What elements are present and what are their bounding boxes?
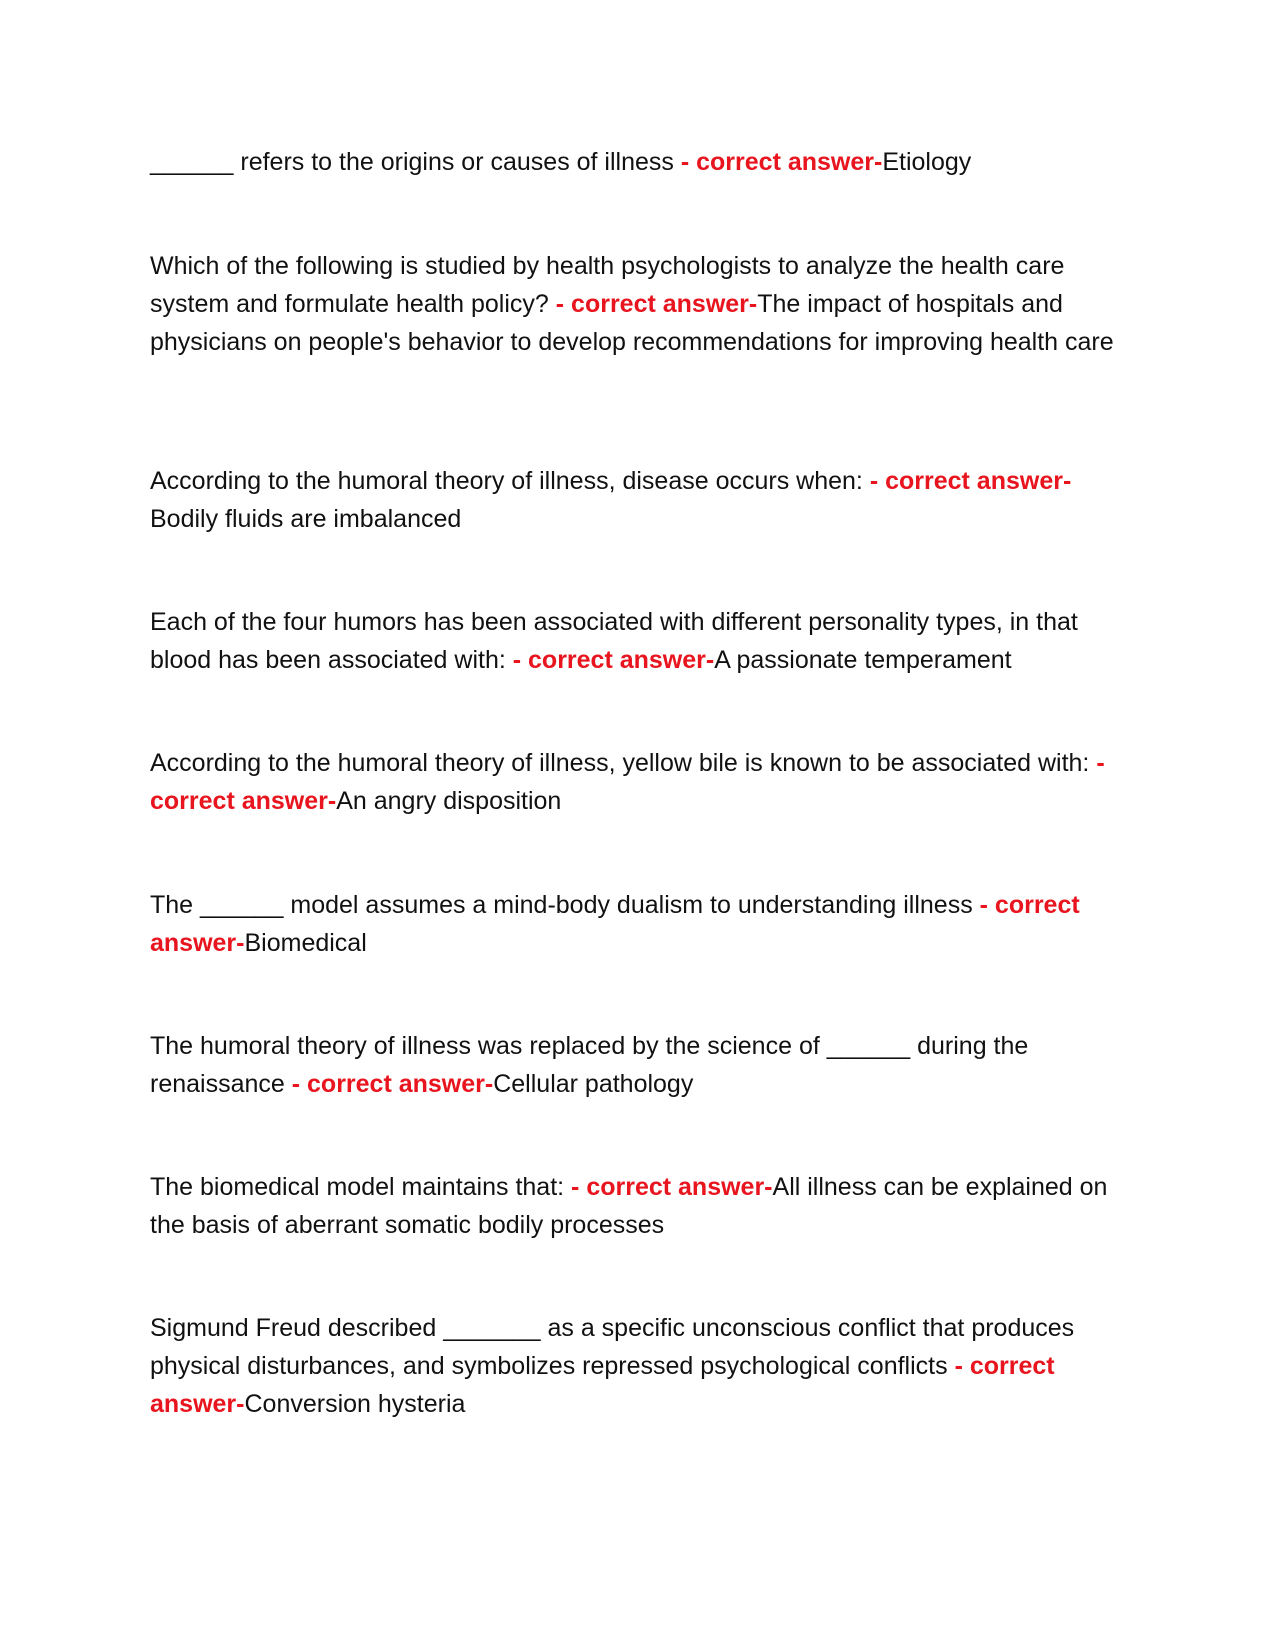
question-text: Each of the four humors has been associated with different personality types, in that blood has been associated with: xyxy=(150,608,1078,674)
question-text: According to the humoral theory of illness, disease occurs when: xyxy=(150,467,870,495)
qa-item-8 xyxy=(150,1168,1125,1244)
answer-text: Biomedical xyxy=(244,929,367,957)
answer-text: Bodily fluids are imbalanced xyxy=(150,505,462,533)
answer-text: Conversion hysteria xyxy=(244,1390,466,1418)
answer-text: A passionate temperament xyxy=(714,646,1012,674)
question-text: Which of the following is studied by health psychologists to analyze the health care system and formulate health policy? xyxy=(150,252,1065,318)
correct-answer-marker: - correct answer- xyxy=(869,467,1072,495)
qa-item-1 xyxy=(150,143,1125,181)
correct-answer-marker: - correct answer- xyxy=(571,1173,773,1201)
answer-text: All illness can be explained on the basis of aberrant somatic bodily processes xyxy=(150,1173,1108,1239)
question-text: The biomedical model maintains that: xyxy=(150,1173,572,1201)
correct-answer-marker: - correct answer- xyxy=(680,148,883,176)
qa-item-3 xyxy=(150,462,1125,538)
correct-answer-marker: - correct answer- xyxy=(555,290,758,318)
correct-answer-marker: - correct answer- xyxy=(150,1352,1055,1418)
qa-item-2 xyxy=(150,247,1125,361)
question-text: ______ refers to the origins or causes of illness xyxy=(150,148,681,176)
qa-item-4 xyxy=(150,603,1125,679)
correct-answer-marker: - correct answer- xyxy=(512,646,715,674)
answer-text: Etiology xyxy=(882,148,972,176)
qa-item-9 xyxy=(150,1309,1125,1423)
question-text: The humoral theory of illness was replaced by the science of ______ during the renaissance xyxy=(150,1032,1029,1098)
qa-item-5 xyxy=(150,744,1125,820)
answer-text: An angry disposition xyxy=(336,787,562,815)
answer-text: The impact of hospitals and physicians on people's behavior to develop recommendations for improving health care xyxy=(150,290,1114,356)
correct-answer-marker: - correct answer- xyxy=(150,891,1080,957)
correct-answer-marker: - correct answer- xyxy=(291,1070,494,1098)
question-text: The ______ model assumes a mind-body dualism to understanding illness xyxy=(150,891,980,919)
qa-item-7 xyxy=(150,1027,1125,1103)
answer-text: Cellular pathology xyxy=(493,1070,694,1098)
question-text: According to the humoral theory of illness, yellow bile is known to be associated with: xyxy=(150,749,1097,777)
qa-item-6 xyxy=(150,886,1125,962)
correct-answer-marker: - correct answer- xyxy=(150,749,1105,815)
question-text: Sigmund Freud described _______ as a specific unconscious conflict that produces physical disturbances, and symbolizes repressed psychological conflicts xyxy=(150,1314,1075,1380)
